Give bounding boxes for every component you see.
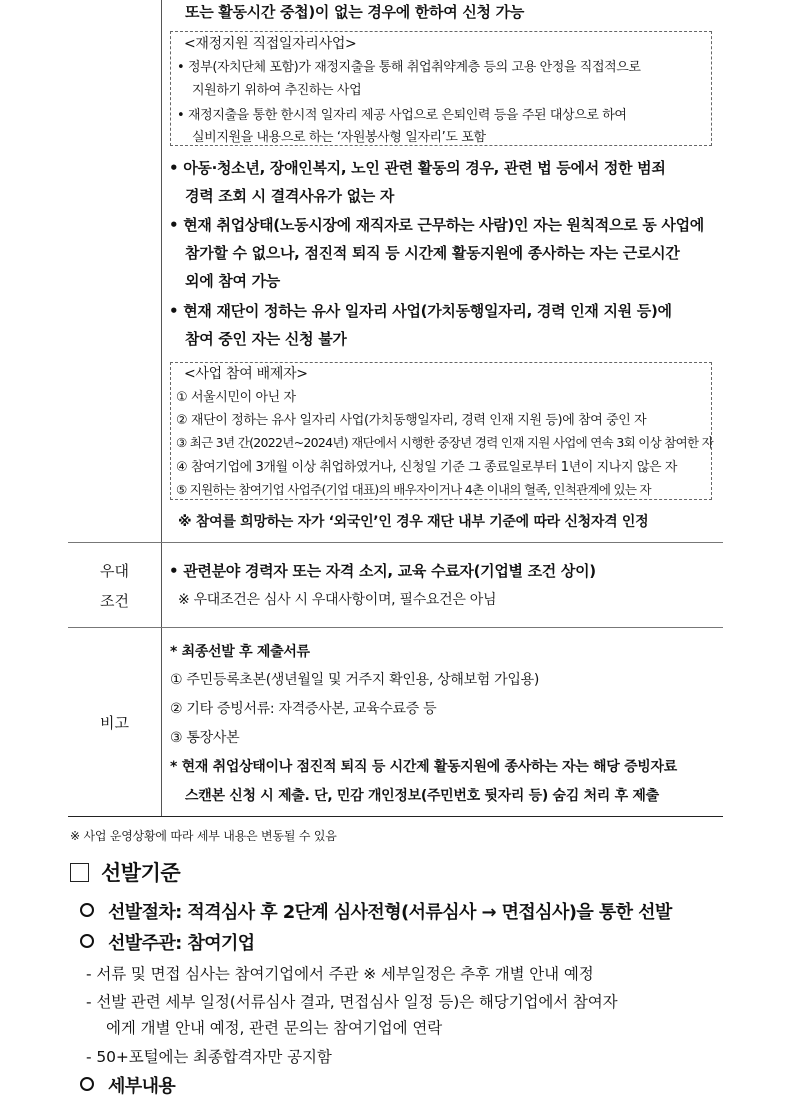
- preference-label: 우대: [100, 562, 129, 580]
- table-row-divider: [68, 542, 723, 543]
- box-title: <사업 참여 배제자>: [184, 366, 308, 382]
- circle-bullet-icon: [80, 934, 94, 948]
- table-column-divider: [161, 0, 162, 817]
- requirement-text: 아동·청소년, 장애인복지, 노인 관련 활동의 경우, 관련 법 등에서 정한 범죄: [183, 159, 666, 177]
- selection-detail: - 서류 및 면접 심사는 참여기업에서 주관 ※ 세부일정은 추후 개별 안내 예정: [86, 965, 594, 983]
- preference-text: 관련분야 경력자 또는 자격 소지, 교육 수료자(기업별 조건 상이): [183, 562, 596, 580]
- exclusion-item: ⑤ 지원하는 참여기업 사업주(기업 대표)의 배우자이거나 4촌 이내의 혈족, 인척관계에 있는 자: [176, 482, 651, 497]
- requirement-item: • 현재 재단이 정하는 유사 일자리 사업(가치동행일자리, 경력 인재 지원 등)에: [169, 302, 672, 320]
- table-row-divider: [68, 627, 723, 628]
- remarks-note-text: 현재 취업상태이나 점진적 퇴직 등 시간제 활동지원에 종사하는 자는 해당 증빙자료: [181, 759, 677, 775]
- box-bullet-text: 재정지출을 통한 한시적 일자리 제공 사업으로 은퇴인력 등을 주된 대상으로 하여: [188, 108, 627, 123]
- requirement-cont: 참여 중인 자는 신청 불가: [185, 330, 347, 348]
- selection-details-heading: [80, 1072, 175, 1098]
- section-heading: [70, 857, 180, 887]
- box-bullet: • 정부(자치단체 포함)가 재정지출을 통해 취업취약계층 등의 고용 안정을 직접적으로: [177, 60, 641, 75]
- remarks-note: * 현재 취업상태이나 점진적 퇴직 등 시간제 활동지원에 종사하는 자는 해당 증빙자료: [170, 759, 677, 775]
- requirement-item: • 현재 취업상태(노동시장에 재직자로 근무하는 사람)인 자는 원칙적으로 동 사업에: [169, 216, 704, 234]
- preference-item: • 관련분야 경력자 또는 자격 소지, 교육 수료자(기업별 조건 상이): [169, 562, 596, 580]
- remarks-heading: * 최종선발 후 제출서류: [170, 644, 310, 660]
- exclusion-item: ① 서울시민이 아닌 자: [176, 390, 296, 405]
- requirement-cont: 외에 참여 가능: [185, 272, 280, 290]
- selection-detail: - 선발 관련 세부 일정(서류심사 결과, 면접심사 일정 등)은 해당기업에서 참여자: [86, 993, 618, 1011]
- section-heading-text: 선발기준: [101, 861, 181, 885]
- selection-procedure-text: 선발절차: 적격심사 후 2단계 심사전형(서류심사 → 면접심사)을 통한 선발: [108, 902, 672, 923]
- selection-organizer-text: 선발주관: 참여기업: [108, 933, 255, 954]
- requirement-item: • 아동·청소년, 장애인복지, 노인 관련 활동의 경우, 관련 법 등에서 정한 범죄: [169, 159, 666, 177]
- selection-procedure: [80, 898, 672, 924]
- exclusion-item: ④ 참여기업에 3개월 이상 취업하였거나, 신청일 기준 그 종료일로부터 1년이 지나지 않은 자: [176, 460, 678, 475]
- preference-label: 조건: [100, 592, 129, 610]
- box-bullet: • 재정지출을 통한 한시적 일자리 제공 사업으로 은퇴인력 등을 주된 대상으로 하여: [177, 108, 627, 123]
- remarks-label: 비고: [100, 714, 129, 732]
- circle-bullet-icon: [80, 1077, 94, 1091]
- box-bullet-cont: 지원하기 위하여 추진하는 사업: [192, 83, 362, 98]
- remarks-heading-text: 최종선발 후 제출서류: [181, 644, 310, 660]
- checkbox-square-icon: [70, 863, 89, 882]
- requirement-cont: 경력 조회 시 결격사유가 없는 자: [185, 187, 395, 205]
- selection-detail: - 50+포털에는 최종합격자만 공지함: [86, 1048, 332, 1066]
- document-item: ③ 통장사본: [170, 730, 240, 746]
- selection-organizer: [80, 929, 255, 955]
- remarks-note-cont: 스캔본 신청 시 제출. 단, 민감 개인정보(주민번호 뒷자리 등) 숨김 처리 후 제출: [185, 788, 659, 804]
- selection-details-text: 세부내용: [108, 1076, 176, 1097]
- box-bullet-text: 정부(자치단체 포함)가 재정지출을 통해 취업취약계층 등의 고용 안정을 직접적으로: [188, 60, 641, 75]
- requirement-cont: 참가할 수 없으나, 점진적 퇴직 등 시간제 활동지원에 종사하는 자는 근로시간: [185, 244, 680, 262]
- preference-note: ※ 우대조건은 심사 시 우대사항이며, 필수요건은 아님: [178, 592, 497, 608]
- box-bullet-cont: 실비지원을 내용으로 하는 ‘자원봉사형 일자리’도 포함: [192, 130, 486, 145]
- eligibility-continuation: 또는 활동시간 중첩)이 없는 경우에 한하여 신청 가능: [185, 3, 525, 21]
- table-bottom-border: [68, 816, 723, 817]
- foreigner-note: ※ 참여를 희망하는 자가 ‘외국인’인 경우 재단 내부 기준에 따라 신청자격 인정: [178, 514, 649, 530]
- requirement-text: 현재 재단이 정하는 유사 일자리 사업(가치동행일자리, 경력 인재 지원 등)에: [183, 302, 672, 320]
- document-item: ① 주민등록초본(생년월일 및 거주지 확인용, 상해보험 가입용): [170, 672, 540, 688]
- box-title: <재정지원 직접일자리사업>: [184, 36, 357, 52]
- exclusion-item: ③ 최근 3년 간(2022년~2024년) 재단에서 시행한 중장년 경력 인재 지원 사업에 연속 3회 이상 참여한 자: [176, 435, 714, 450]
- selection-detail-cont: 에게 개별 안내 예정, 관련 문의는 참여기업에 연락: [106, 1019, 443, 1037]
- document-item: ② 기타 증빙서류: 자격증사본, 교육수료증 등: [170, 701, 437, 717]
- circle-bullet-icon: [80, 903, 94, 917]
- requirement-text: 현재 취업상태(노동시장에 재직자로 근무하는 사람)인 자는 원칙적으로 동 사업에: [183, 216, 704, 234]
- exclusion-item: ② 재단이 정하는 유사 일자리 사업(가치동행일자리, 경력 인재 지원 등)에 참여 중인 자: [176, 413, 647, 428]
- footnote: ※ 사업 운영상황에 따라 세부 내용은 변동될 수 있음: [70, 829, 337, 843]
